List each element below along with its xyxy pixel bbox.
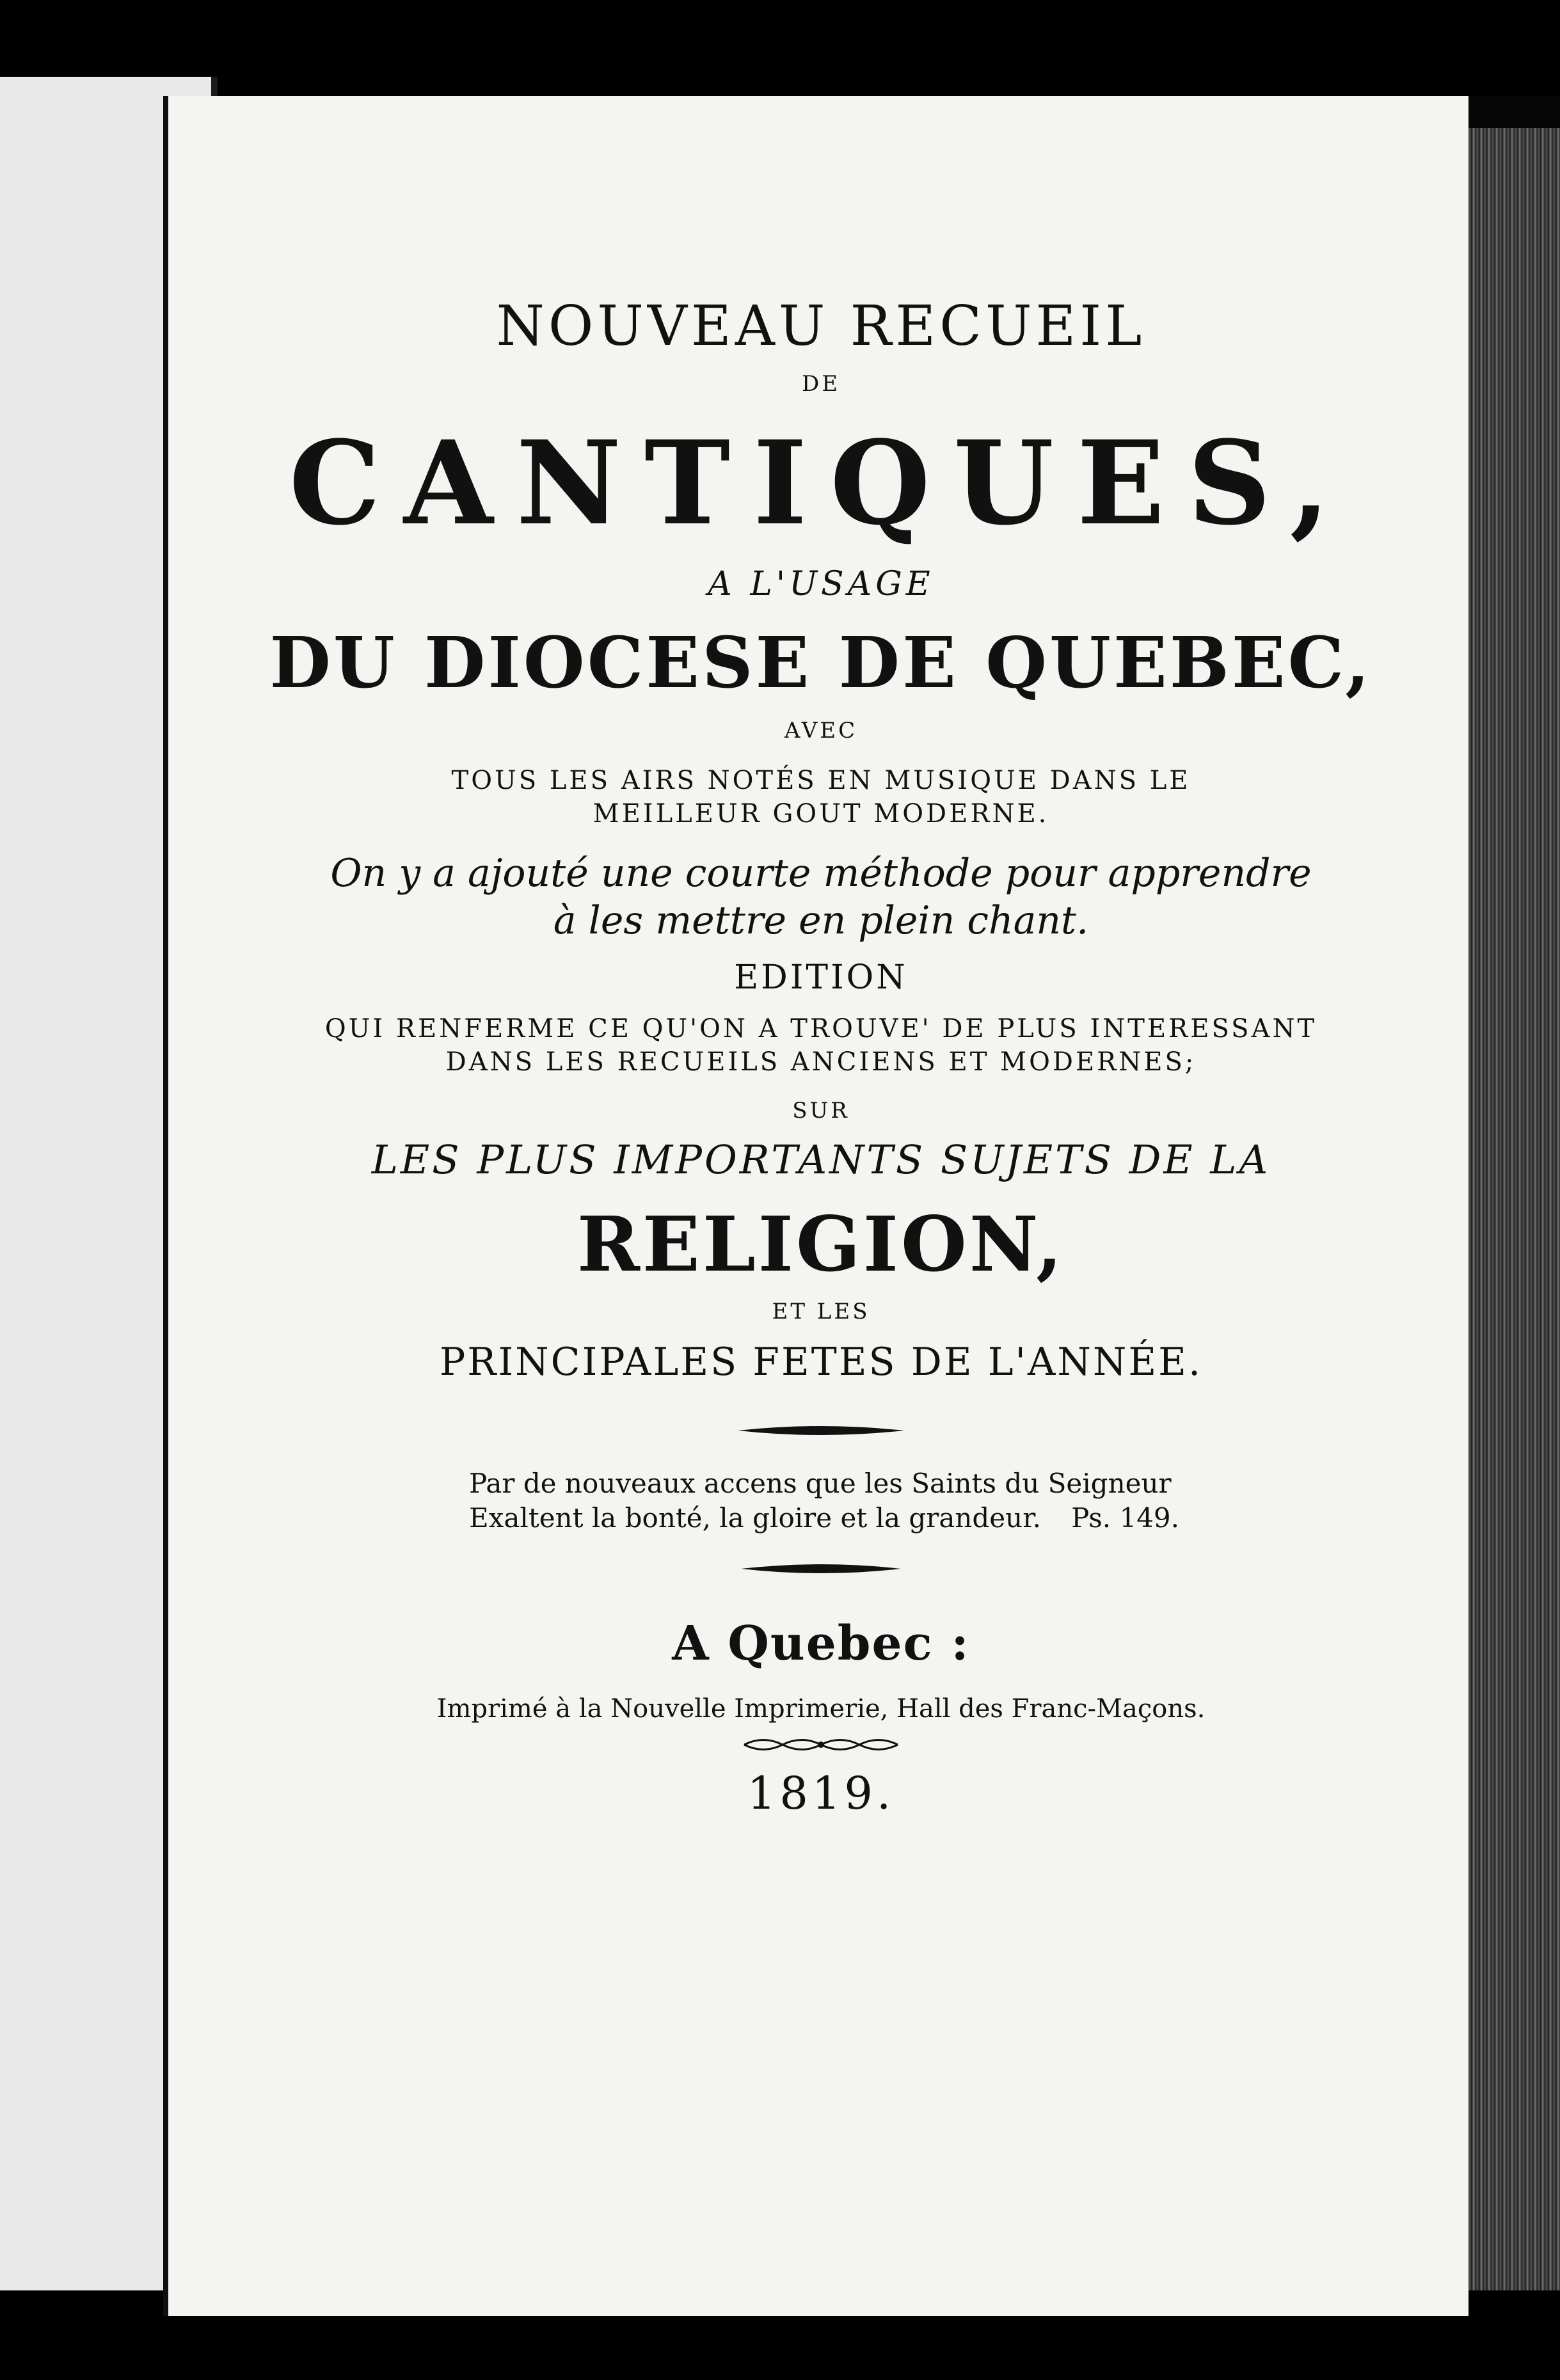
- imprint-place: A Quebec :: [672, 1616, 970, 1671]
- ornamental-rule-icon: [738, 1423, 904, 1438]
- epigraph: [469, 1466, 1179, 1535]
- ornamental-rule-icon: [741, 1561, 901, 1576]
- a-lusage: A L'USAGE: [708, 565, 934, 603]
- religion-title: RELIGION,: [577, 1200, 1065, 1289]
- flourish-ornament-icon: [738, 1735, 904, 1754]
- methode-line-1: On y a ajouté une courte méthode pour apprendre: [330, 851, 1312, 896]
- word-de: DE: [801, 371, 841, 397]
- title-page-content: [168, 294, 1474, 1820]
- renferme-line-1: QUI RENFERME CE QU'ON A TROUVE' DE PLUS INTERESSANT: [324, 1014, 1317, 1043]
- airs-line-2: MEILLEUR GOUT MODERNE.: [593, 799, 1049, 829]
- epigraph-line-1: Par de nouveaux accens que les Saints du Seigneur: [469, 1468, 1172, 1499]
- edition-label: EDITION: [734, 958, 908, 997]
- fetes-line: PRINCIPALES FETES DE L'ANNÉE.: [439, 1340, 1203, 1384]
- word-sur: SUR: [792, 1098, 850, 1123]
- methode-description: [168, 850, 1474, 944]
- main-title: CANTIQUES,: [289, 416, 1353, 551]
- airs-description: [168, 764, 1474, 830]
- methode-line-2: à les mettre en plein chant.: [553, 898, 1089, 943]
- epigraph-reference: Ps. 149.: [1071, 1502, 1179, 1534]
- airs-line-1: TOUS LES AIRS NOTÉS EN MUSIQUE DANS LE: [451, 766, 1191, 795]
- imprint-year: 1819.: [747, 1767, 895, 1820]
- scan-top-border: [0, 0, 1560, 96]
- word-avec: AVEC: [784, 718, 858, 743]
- heading-nouveau-recueil: NOUVEAU RECUEIL: [496, 294, 1146, 358]
- diocese-title: DU DIOCESE DE QUEBEC,: [269, 621, 1373, 704]
- edition-description: [168, 1012, 1474, 1079]
- renferme-line-2: DANS LES RECUEILS ANCIENS ET MODERNES;: [445, 1047, 1197, 1077]
- epigraph-line-2: Exaltent la bonté, la gloire et la grandeur.: [469, 1502, 1042, 1534]
- imprint-printer: Imprimé à la Nouvelle Imprimerie, Hall des Franc-Maçons.: [436, 1694, 1206, 1724]
- sujets-line: LES PLUS IMPORTANTS SUJETS DE LA: [371, 1136, 1271, 1183]
- et-les: ET LES: [772, 1299, 870, 1324]
- title-page: [163, 96, 1468, 2316]
